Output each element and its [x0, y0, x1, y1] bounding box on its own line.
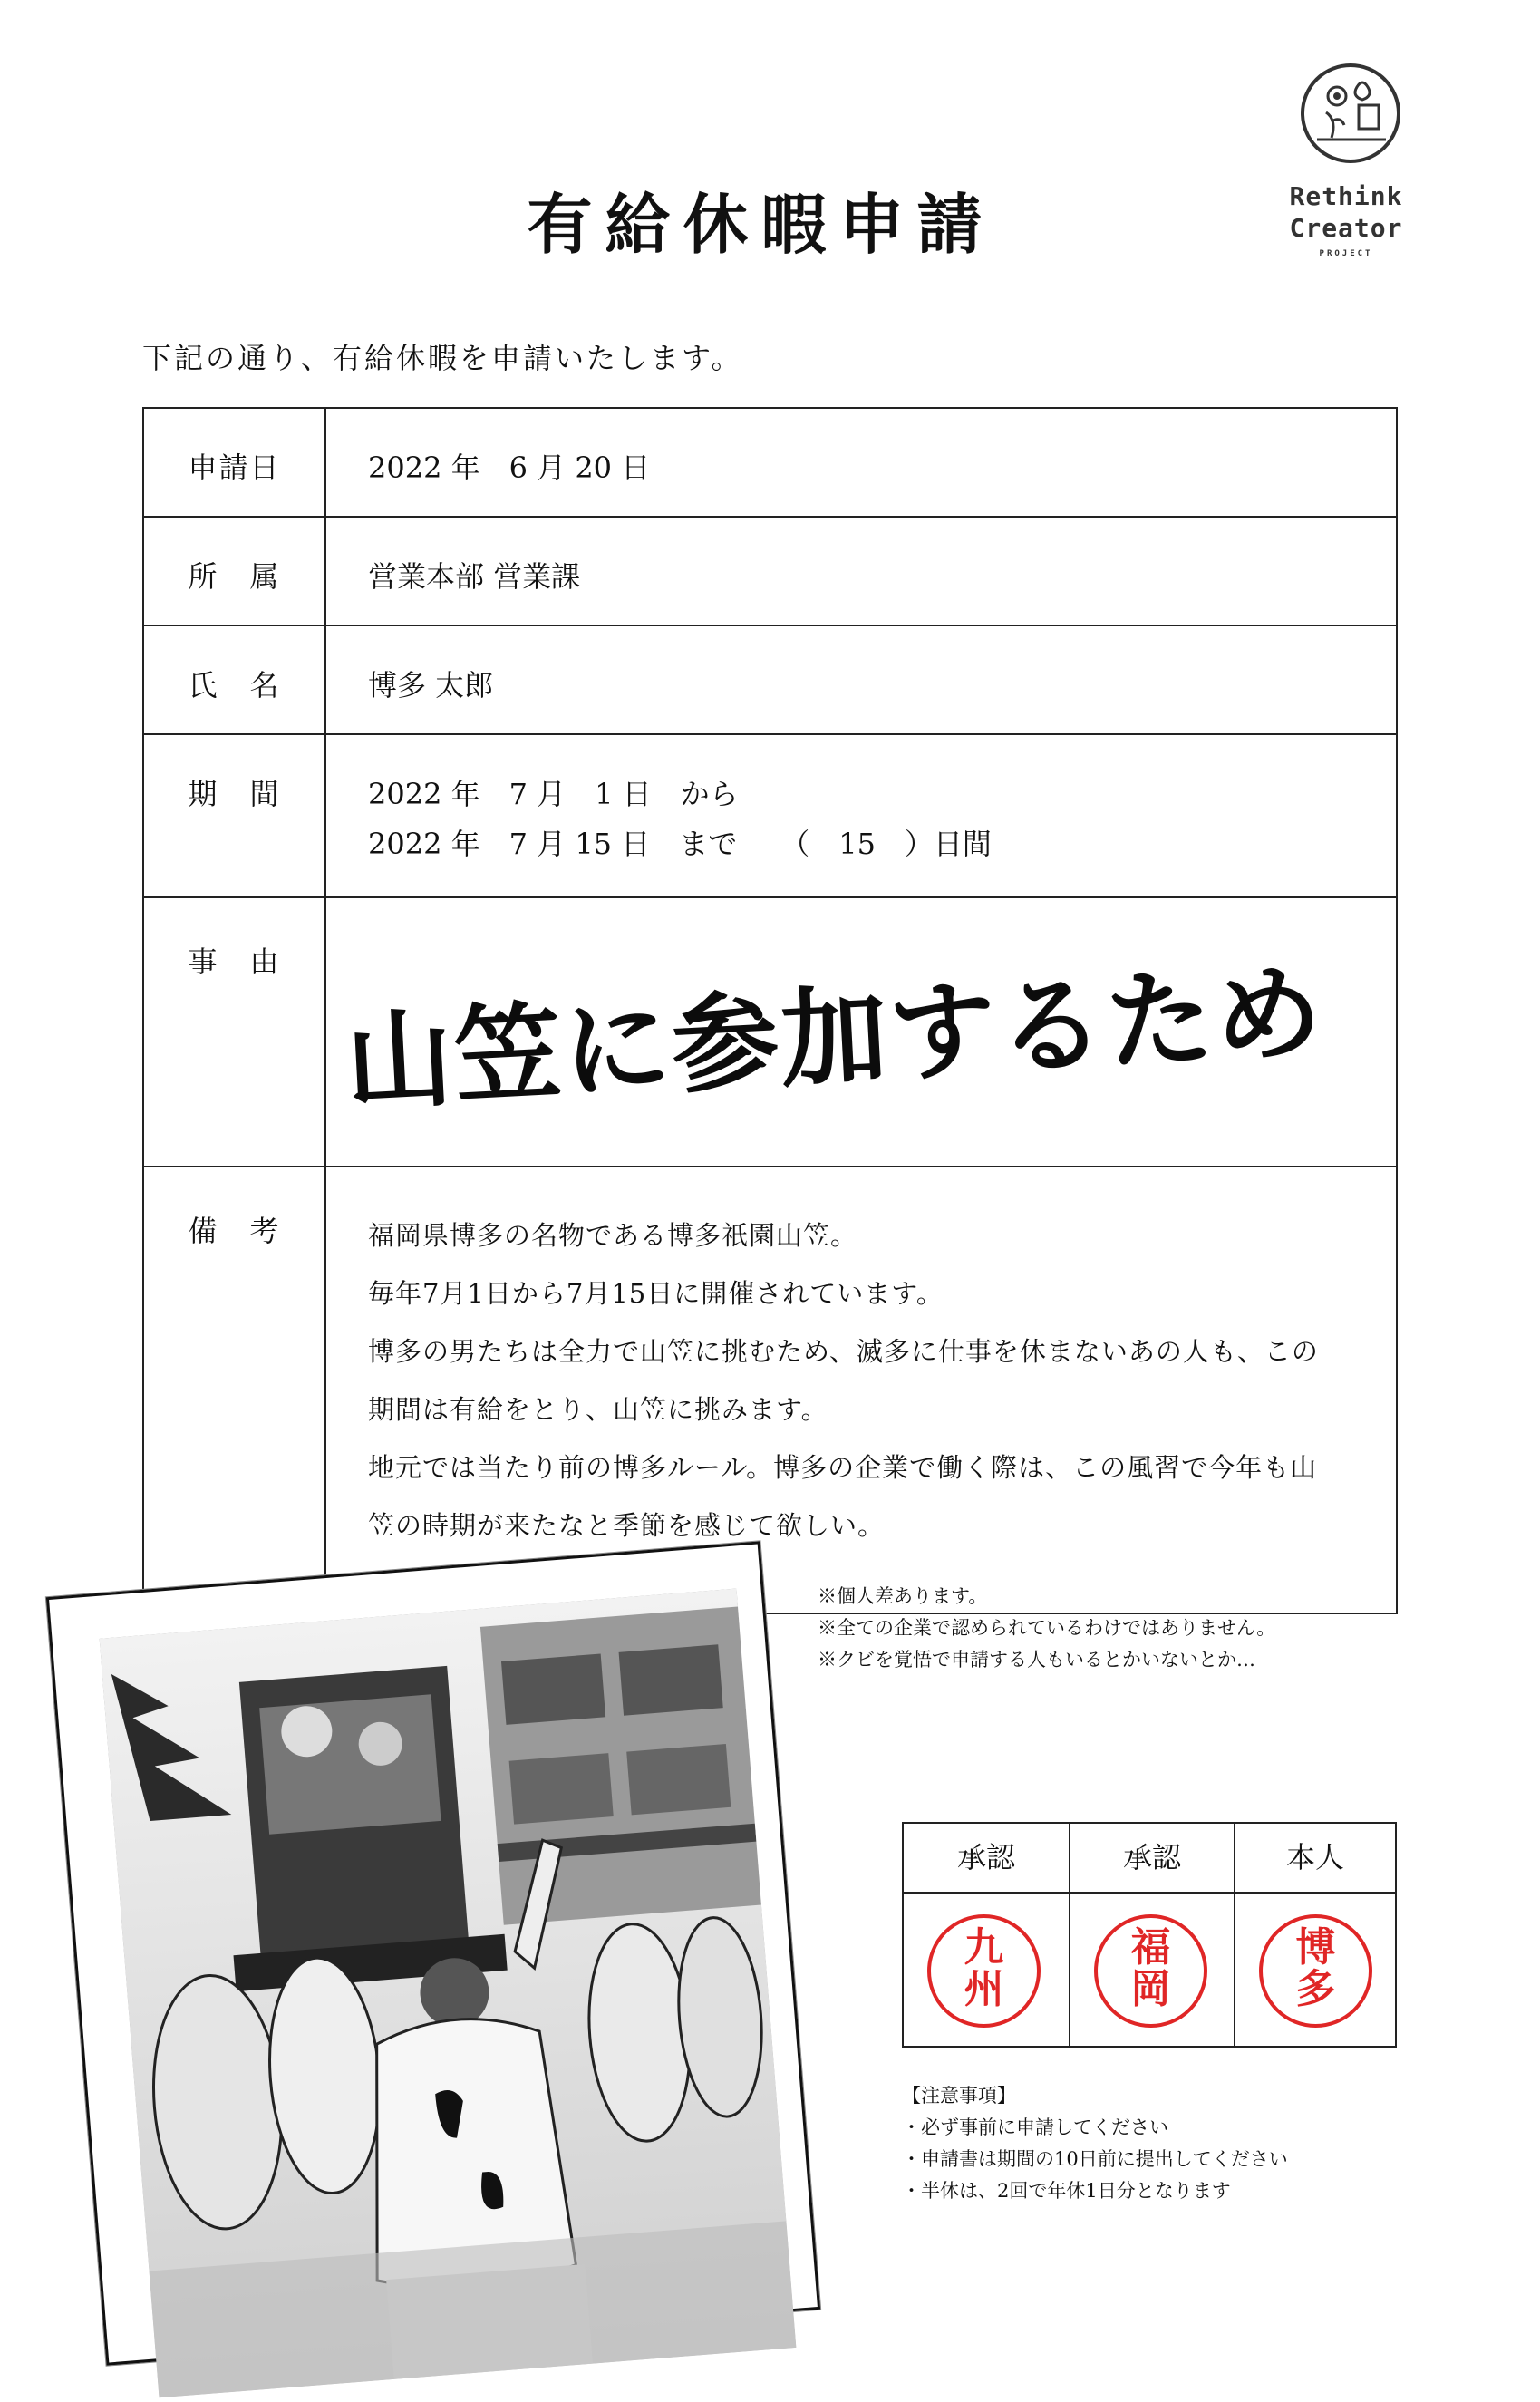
- remarks-line: 地元では当たり前の博多ルール。博多の企業で働く際は、この風習で今年も山: [368, 1452, 1318, 1483]
- remarks-line: 期間は有給をとり、山笠に挑みます。: [368, 1394, 828, 1425]
- row-divider: [144, 733, 1396, 735]
- remarks-label: 備 考: [188, 1214, 281, 1248]
- logo-text-line2: Creator: [1289, 213, 1403, 243]
- approval-column: [1069, 1824, 1234, 2046]
- caution-item: ・半休は、2回で年休1日分となります: [902, 2180, 1231, 2202]
- footnote: ※クビを覚悟で申請する人もいるとかいないとか…: [818, 1649, 1255, 1671]
- cautions: [902, 2080, 1288, 2207]
- festival-photo: [46, 1541, 820, 2365]
- footnote: ※全ての企業で認められているわけではありません。: [818, 1617, 1276, 1639]
- approval-table: [902, 1822, 1397, 2048]
- page-title: 有給休暇申請: [527, 186, 995, 263]
- seal-char: 多: [1295, 1966, 1336, 2012]
- caution-item: ・申請書は期間の10日前に提出してください: [902, 2148, 1288, 2170]
- period-from: 2022 年 7 月 1 日 から: [368, 777, 739, 811]
- row-divider: [144, 896, 1396, 898]
- logo-text-line1: Rethink: [1289, 181, 1403, 211]
- logo-emblem: [1301, 63, 1400, 163]
- remarks-line: 笠の時期が来たなと季節を感じて欲しい。: [368, 1510, 886, 1541]
- remarks-line: 福岡県博多の名物である博多祇園山笠。: [368, 1220, 858, 1251]
- row-divider: [144, 1166, 1396, 1167]
- seal-char: 岡: [1130, 1966, 1171, 2012]
- cautions-title: 【注意事項】: [902, 2085, 1016, 2107]
- logo: [1260, 63, 1432, 272]
- row-divider: [144, 516, 1396, 518]
- approval-header: 承認: [904, 1824, 1069, 1894]
- seal-stamp: [1259, 1914, 1372, 2028]
- seal-char: 博: [1295, 1924, 1336, 1971]
- row-divider: [144, 625, 1396, 626]
- seal-char: 福: [1130, 1924, 1171, 1971]
- application-form: [142, 407, 1398, 1671]
- footnote: ※個人差あります。: [818, 1585, 988, 1607]
- approval-column: [1234, 1824, 1395, 2046]
- department-label: 所 属: [188, 559, 281, 594]
- application-date-value: 2022 年 6 月 20 日: [368, 450, 651, 485]
- application-date-label: 申請日: [188, 450, 281, 485]
- caution-item: ・必ず事前に申請してください: [902, 2116, 1168, 2138]
- department-value: 営業本部 営業課: [368, 559, 581, 594]
- name-value: 博多 太郎: [368, 668, 494, 702]
- logo-text-line3: PROJECT: [1319, 249, 1373, 258]
- remarks-text: [368, 1206, 1365, 1555]
- approval-column: [904, 1824, 1069, 2046]
- seal-char: 九: [964, 1924, 1004, 1971]
- period-to: 2022 年 7 月 15 日 まで （ 15 ）日間: [368, 827, 992, 861]
- name-label: 氏 名: [188, 668, 281, 702]
- reason-value: 山笠に参加するため: [342, 948, 1327, 1126]
- period-label: 期 間: [188, 777, 281, 811]
- column-divider: [324, 409, 326, 1613]
- remarks-line: 毎年7月1日から7月15日に開催されています。: [368, 1278, 944, 1309]
- approval-header: 承認: [1070, 1824, 1234, 1894]
- seal-stamp: [1094, 1914, 1207, 2028]
- remarks-line: 博多の男たちは全力で山笠に挑むため、滅多に仕事を休まないあの人も、この: [368, 1336, 1319, 1367]
- seal-stamp: [927, 1914, 1041, 2028]
- approval-header: 本人: [1235, 1824, 1395, 1894]
- seal-char: 州: [964, 1966, 1004, 2012]
- photo-image: [100, 1589, 797, 2398]
- intro-text: 下記の通り、有給休暇を申請いたします。: [142, 341, 743, 375]
- remarks-footnotes: [818, 1581, 1275, 1676]
- reason-label: 事 由: [188, 944, 281, 979]
